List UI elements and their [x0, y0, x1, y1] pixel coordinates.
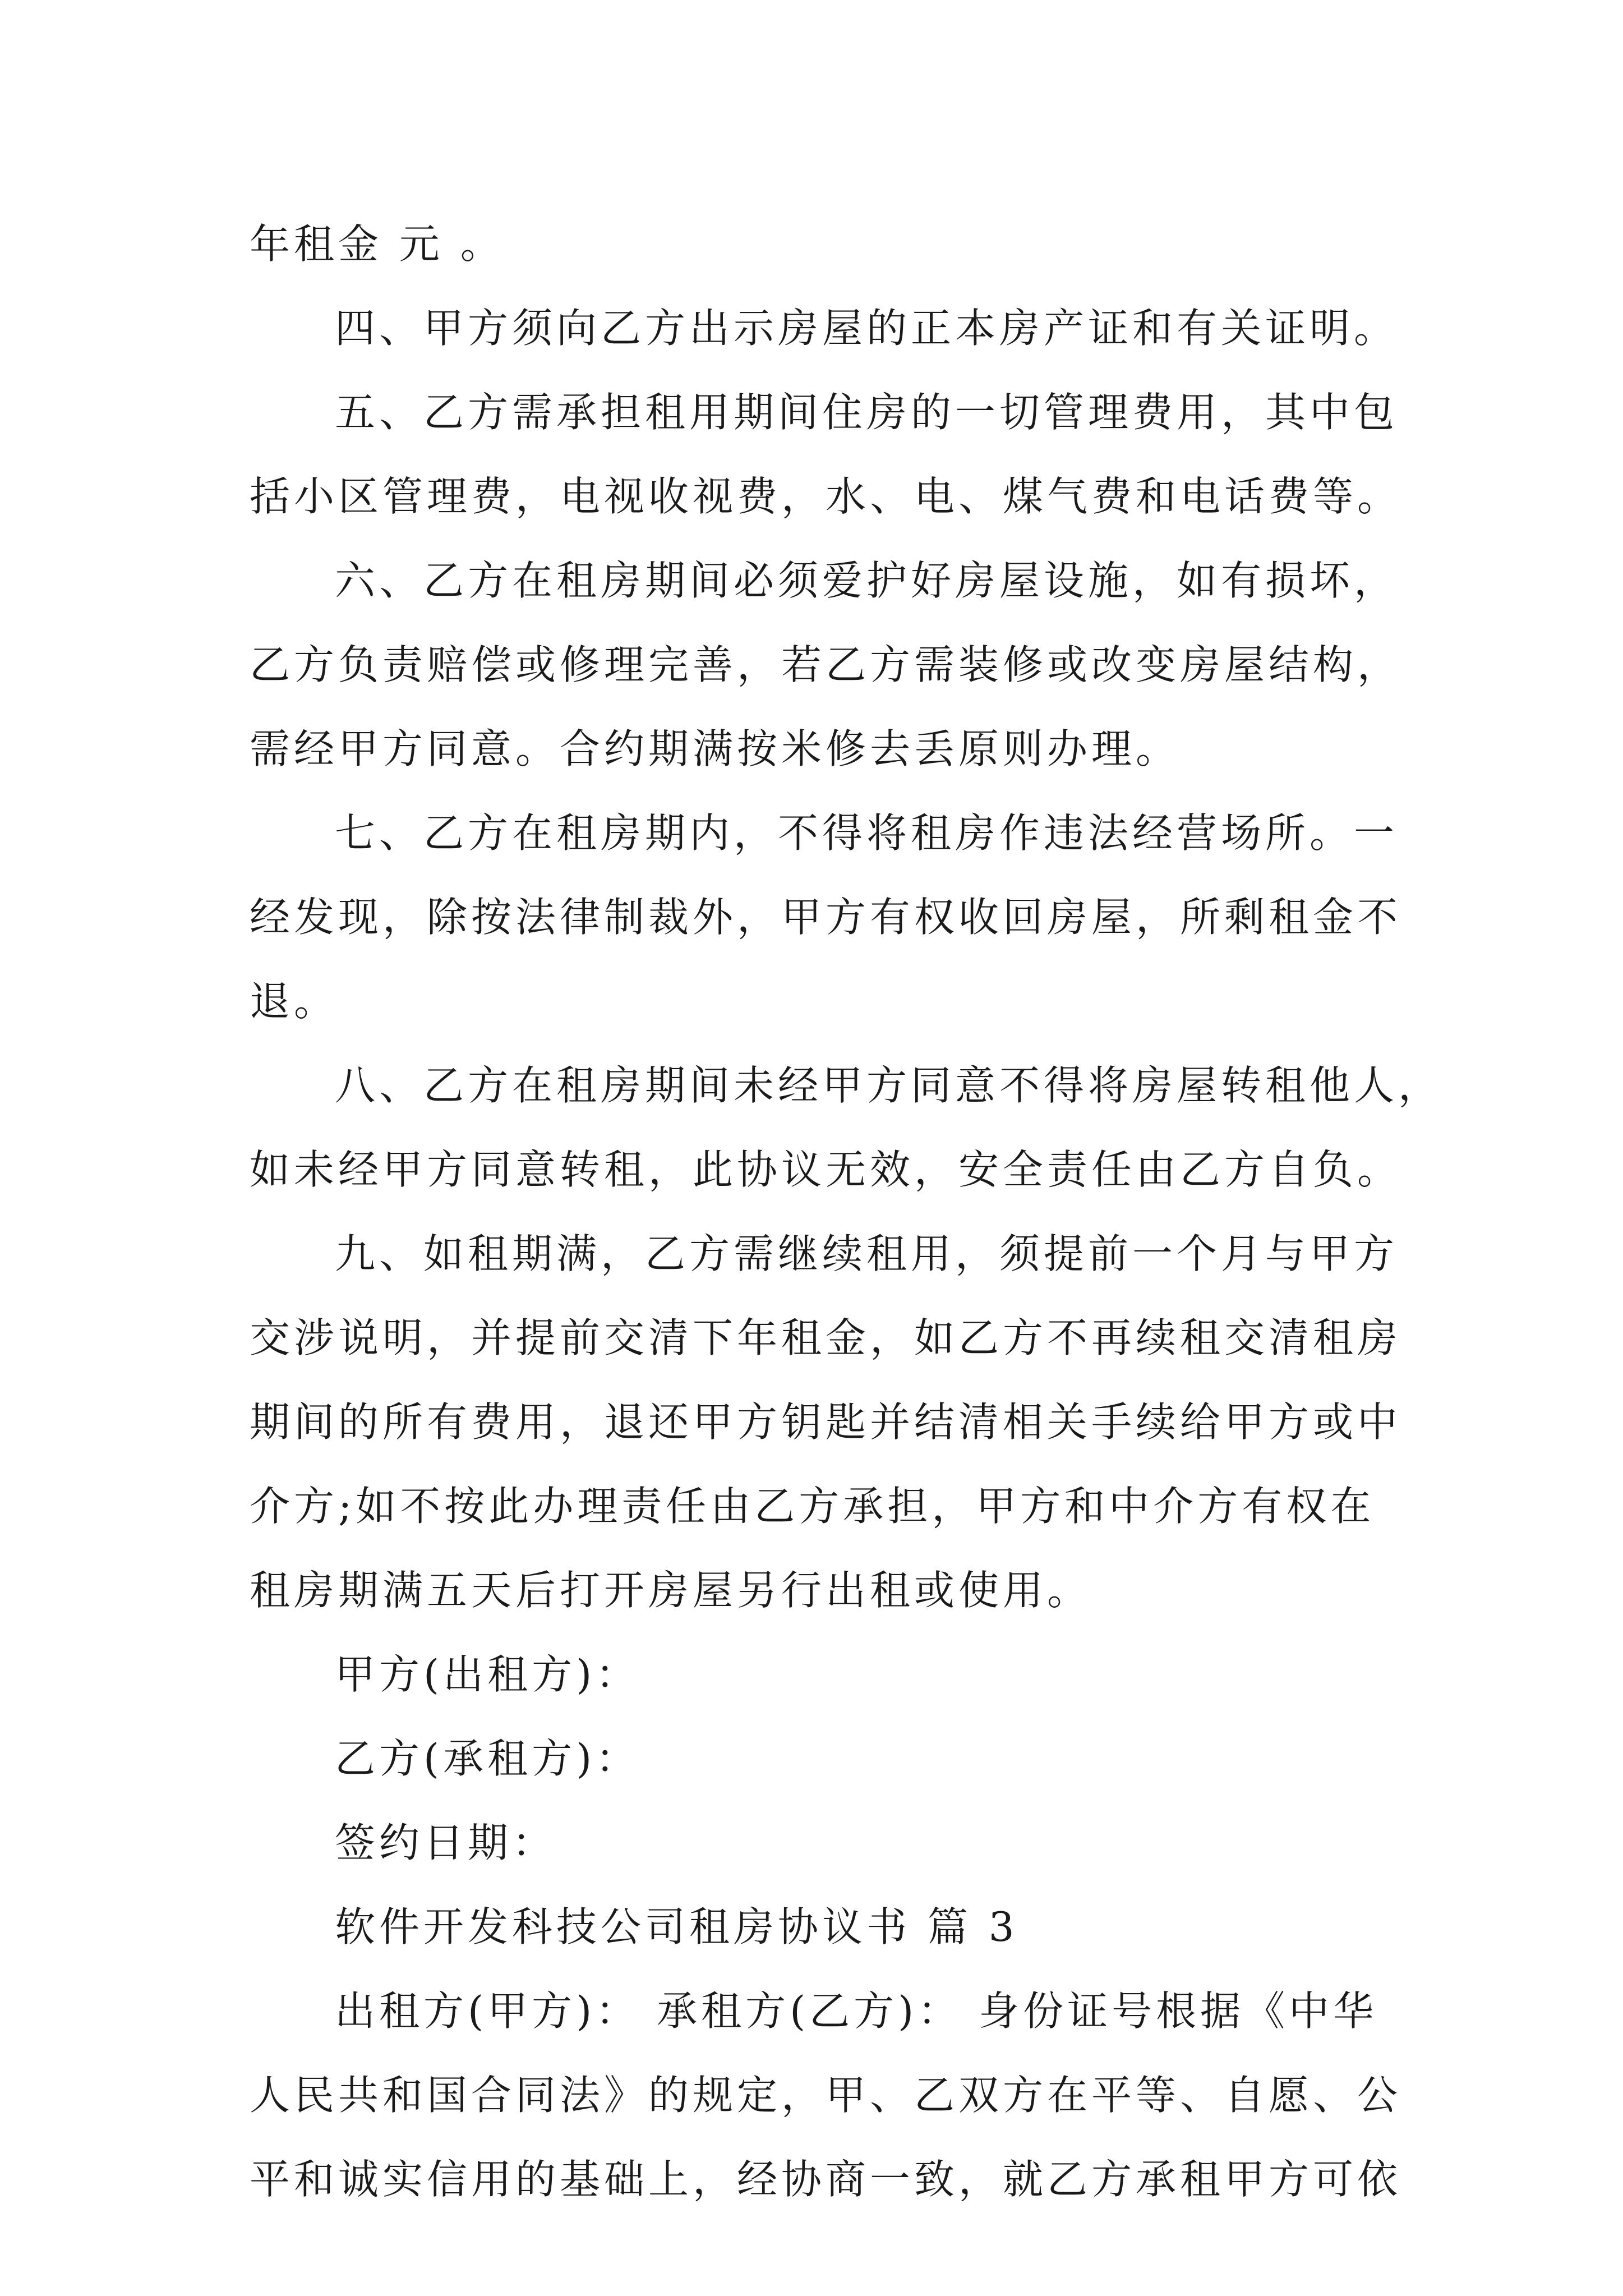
- text-line: 租房期满五天后打开房屋另行出租或使用。: [250, 1567, 1092, 1614]
- text-line: 八、乙方在租房期间未经甲方同意不得将房屋转租他人，: [335, 1062, 1443, 1109]
- text-line: 退。: [250, 978, 339, 1025]
- text-line: 七、乙方在租房期内，不得将租房作违法经营场所。一: [335, 809, 1399, 857]
- text-line: 甲方(出租方)：: [335, 1651, 640, 1698]
- text-line: 六、乙方在租房期间必须爱护好房屋设施，如有损坏，: [335, 557, 1399, 604]
- text-line: 经发现，除按法律制裁外，甲方有权收回房屋，所剩租金不: [250, 894, 1402, 941]
- text-line: 四、甲方须向乙方出示房屋的正本房产证和有关证明。: [335, 305, 1399, 352]
- text-line: 如未经甲方同意转租，此协议无效，安全责任由乙方自负。: [250, 1146, 1402, 1193]
- text-line: 软件开发科技公司租房协议书 篇 3: [335, 1903, 1018, 1950]
- text-line: 需经甲方同意。合约期满按米修去丢原则办理。: [250, 725, 1181, 772]
- text-line: 括小区管理费，电视收视费，水、电、煤气费和电话费等。: [250, 473, 1402, 520]
- text-line: 五、乙方需承担租用期间住房的一切管理费用，其中包: [335, 389, 1399, 436]
- text-line: 期间的所有费用，退还甲方钥匙并结清相关手续给甲方或中: [250, 1398, 1402, 1446]
- text-line: 人民共和国合同法》的规定，甲、乙双方在平等、自愿、公: [250, 2072, 1402, 2119]
- text-line: 年租金 元 。: [250, 220, 505, 268]
- text-line: 出租方(甲方)： 承租方(乙方)： 身份证号根据《中华: [335, 1987, 1378, 2035]
- document-body: [250, 213, 1443, 2233]
- text-line: 乙方(承租方)：: [335, 1735, 640, 1782]
- text-line: 九、如租期满，乙方需继续租用，须提前一个月与甲方: [335, 1230, 1399, 1277]
- text-line: 签约日期：: [335, 1819, 557, 1866]
- text-line: 交涉说明，并提前交清下年租金，如乙方不再续租交清租房: [250, 1314, 1402, 1361]
- text-line: 平和诚实信用的基础上，经协商一致，就乙方承租甲方可依: [250, 2156, 1402, 2203]
- text-line: 乙方负责赔偿或修理完善，若乙方需装修或改变房屋结构，: [250, 641, 1402, 688]
- text-line: 介方;如不按此办理责任由乙方承担，甲方和中介方有权在: [250, 1483, 1375, 1530]
